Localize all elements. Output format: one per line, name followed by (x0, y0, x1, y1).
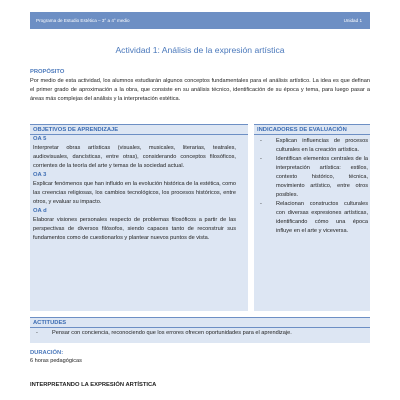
program-title: Programa de Estudio Estética – 3° a 4° medio (36, 18, 130, 23)
objective-item (30, 207, 248, 243)
objective-label: OA 3 (33, 172, 47, 178)
indicator-item (260, 155, 368, 200)
actitudes-heading: ACTITUDES (30, 318, 370, 328)
header-bar (30, 12, 370, 29)
section-heading: INTERPRETANDO LA EXPRESIÓN ARTÍSTICA (30, 382, 157, 388)
actitudes-box (30, 317, 370, 343)
objective-label: OA 5 (33, 136, 47, 142)
objective-text: Explicar fenómenos que han influido en la evolución histórica de la estética, como las creencias religiosas, los cambios tecnológicos, los procesos históricos, entre otros, y evaluar su impacto. (33, 181, 236, 205)
objetivos-box (30, 124, 248, 311)
objective-text: Interpretar obras artísticas (visuales, musicales, literarias, teatrales, audiovisuales, dancísticas, entre otras), considerando conceptos filosóficos, corrientes de la teoría del arte y temas de la sociedad actual. (33, 145, 236, 169)
duracion-text: 6 horas pedagógicas (30, 358, 82, 364)
indicator-text: Identifican elementos centrales de la interpretación artística: estilos, contexto histórico, técnica, movimiento artístico, entre otros posibles. (276, 156, 368, 198)
indicator-text: Relacionan constructos culturales con diversas expresiones artísticas, identificando cómo una época influye en el arte y viceversa. (276, 201, 368, 234)
indicator-item (260, 137, 368, 155)
indicadores-list (254, 135, 370, 236)
dash-bullet-icon: - (260, 138, 262, 144)
objective-label: OA d (33, 208, 47, 214)
dash-bullet-icon: - (260, 156, 262, 162)
actitud-item (30, 328, 370, 338)
indicadores-heading: INDICADORES DE EVALUACIÓN (254, 125, 370, 135)
objective-item (30, 135, 248, 171)
objetivos-heading: OBJETIVOS DE APRENDIZAJE (30, 125, 248, 135)
unit-label: Unidad 1 (343, 18, 362, 23)
proposito-label: PROPÓSITO (30, 69, 65, 75)
indicator-item (260, 200, 368, 236)
dash-bullet-icon: - (36, 330, 38, 336)
dash-bullet-icon: - (260, 201, 262, 207)
objective-item (30, 171, 248, 207)
objective-text: Elaborar visiones personales respecto de problemas filosóficos a partir de las perspectivas de diversos filósofos, siendo capaces tanto de reconstruir sus fundamentos como de cuestionarlos y plantear nuevos puntos de vista. (33, 217, 236, 241)
indicator-text: Explican influencias de procesos culturales en la creación artística. (276, 138, 368, 153)
indicadores-box (254, 124, 370, 311)
proposito-text: Por medio de esta actividad, los alumnos estudiarán algunos conceptos fundamentales para el análisis artístico. La idea es que definan el primer grado de aproximación a la obra, que consiste en su análisis técnico, identificación de su época y tema, para luego pasar a áreas más complejas del análisis y la interpretación estética. (30, 78, 370, 102)
duracion-label: DURACIÓN: (30, 350, 64, 356)
page-title: Actividad 1: Análisis de la expresión artística (115, 45, 285, 55)
actitud-text: Pensar con conciencia, reconociendo que los errores ofrecen oportunidades para el aprendizaje. (52, 330, 292, 336)
